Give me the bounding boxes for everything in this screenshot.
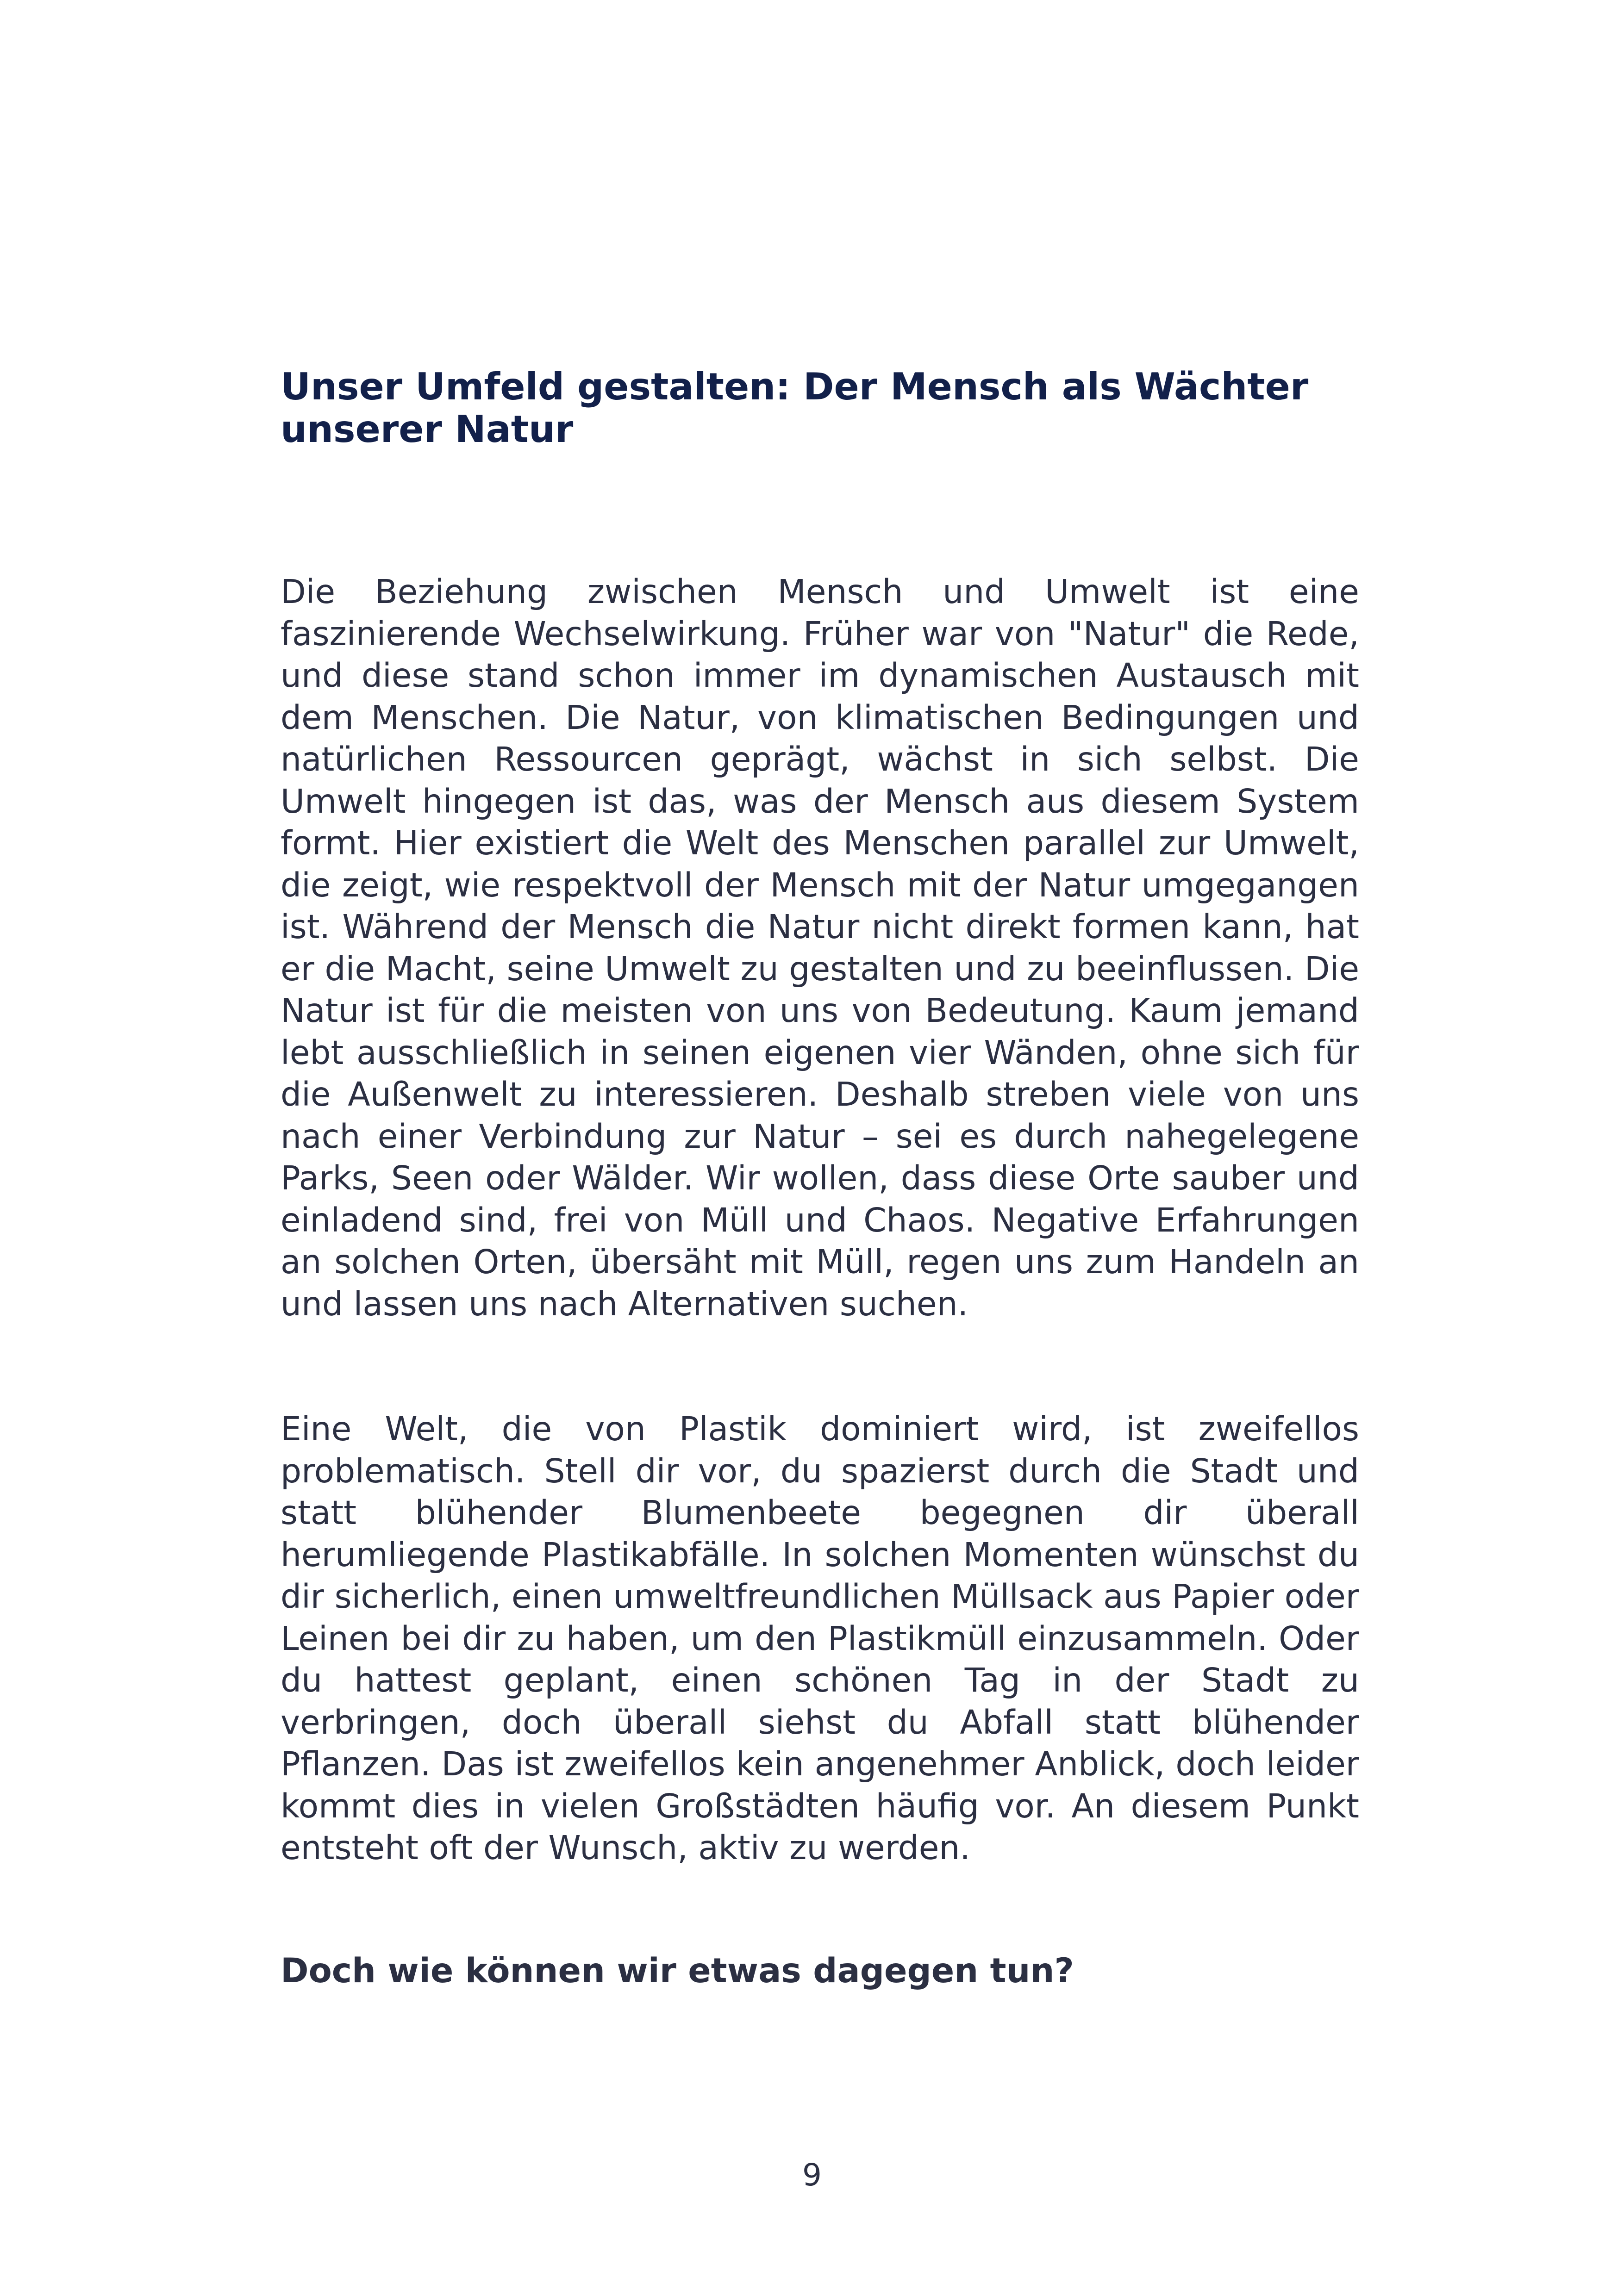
closing-question: Doch wie können wir etwas dagegen tun? bbox=[281, 1951, 1074, 1991]
body-paragraph-2: Eine Welt, die von Plastik dominiert wird, ist zweifellos problematisch. Stell dir vor, du spazierst durch die Stadt und statt blühender Blumenbeete begegnen dir überall herumliegende Plastikabfälle. In solchen Momenten wünschst du dir sicherlich, einen umweltfreundlichen Müllsack aus Papier oder Leinen bei dir zu haben, um den Plastikmüll einzusammeln. Oder du hattest geplant, einen schönen Tag in der Stadt zu verbringen, doch überall siehst du Abfall statt blühender Pflanzen. Das ist zweifellos kein angenehmer Anblick, doch leider kommt dies in vielen Großstädten häufig vor. An diesem Punkt entsteht oft der Wunsch, aktiv zu werden. bbox=[281, 1410, 1359, 1867]
page-number: 9 bbox=[802, 2157, 822, 2193]
page-content bbox=[281, 366, 1359, 1992]
body-paragraph-1: Die Beziehung zwischen Mensch und Umwelt ist eine faszinierende Wechselwirkung. Früher war von "Natur" die Rede, und diese stand schon immer im dynamischen Austausch mit dem Menschen. Die Natur, von klimatischen Bedingungen und natürlichen Ressourcen geprägt, wächst in sich selbst. Die Umwelt hingegen ist das, was der Mensch aus diesem System formt. Hier existiert die Welt des Menschen parallel zur Umwelt, die zeigt, wie respektvoll der Mensch mit der Natur umgegangen ist. Während der Mensch die Natur nicht direkt formen kann, hat er die Macht, seine Umwelt zu gestalten und zu beeinflussen. Die Natur ist für die meisten von uns von Bedeutung. Kaum jemand lebt ausschließlich in seinen eigenen vier Wänden, ohne sich für die Außenwelt zu interessieren. Deshalb streben viele von uns nach einer Verbindung zur Natur – sei es durch nahegelegene Parks, Seen oder Wälder. Wir wollen, dass diese Orte sauber und einladend sind, frei von Müll und Chaos. Negative Erfahrungen an solchen Orten, übersäht mit Müll, regen uns zum Handeln an und lassen uns nach Alternativen suchen. bbox=[281, 572, 1359, 1323]
chapter-title: Unser Umfeld gestalten: Der Mensch als Wächter unserer Natur bbox=[281, 365, 1309, 451]
